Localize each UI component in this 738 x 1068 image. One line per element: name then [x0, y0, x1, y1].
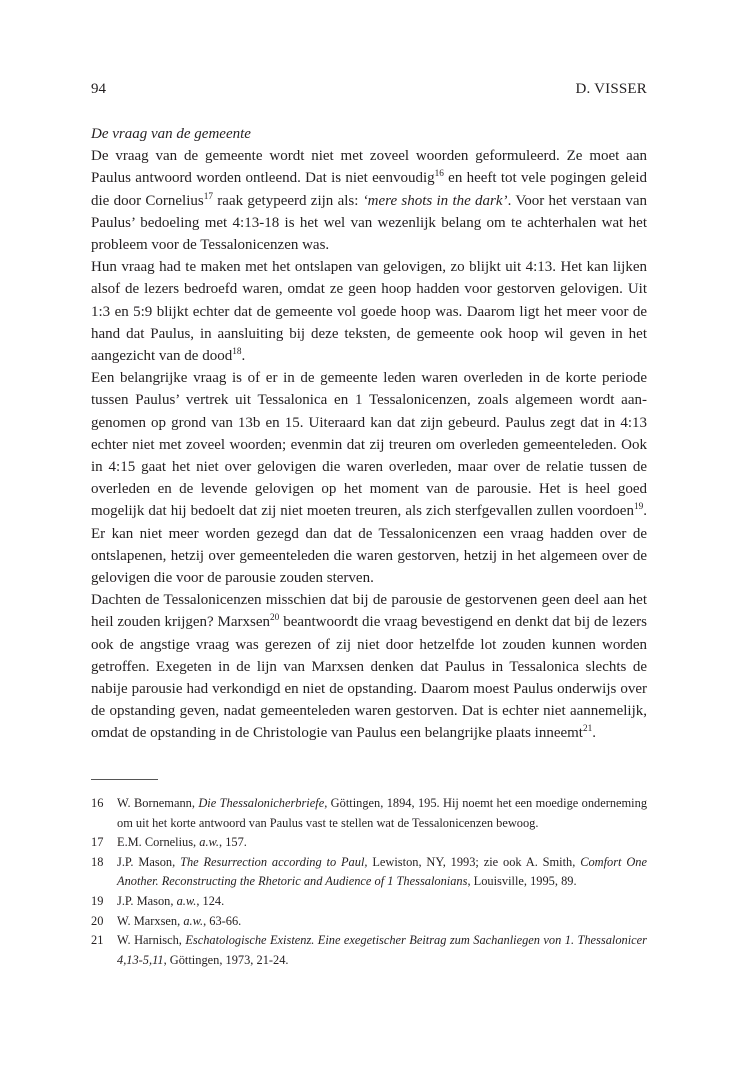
italic-text: ‘mere shots in the dark’ — [362, 192, 508, 209]
footnote-number: 21 — [91, 933, 104, 948]
text-run: beantwoordt die vraag bevestigend en denkt dat bij de lezers ook de angstige vraag was gerezen of zij niet door hetzelfde lot zouden kunnen worden getroffen. Exegeten in de lijn van Marxsen denken dat Paulus in Tessalonica slechts de nabije parousie had verkondigd en niet de opstanding. Daarom moest Paulus onderwijs over de opstanding geven, nadat gemeenteleden waren gestorven. Dat is echter niet aannemelijk, omdat de opstanding in de Christologie van Paulus een belangrijke plaats inneemt — [91, 614, 647, 742]
footnote-marker: 17 — [203, 191, 214, 202]
text-run: De vraag van de gemeente wordt niet met zoveel woorden geformuleerd. Ze moet aan Paulus antwoord worden ontleend. Dat is niet eenvoudig — [91, 148, 647, 187]
text-run: J.P. Mason, — [117, 893, 177, 908]
text-run: , 63-66. — [203, 913, 242, 928]
footnote-marker: 21 — [582, 724, 593, 735]
text-run: raak getypeerd zijn als: — [213, 192, 363, 209]
footnote — [91, 794, 647, 833]
body-paragraph — [91, 589, 647, 744]
text-run: . Er kan niet meer worden gezegd dan dat de Tessalonicenzen een vraag hadden over de ontslapenen, hetzij over gemeenteleden die waren gestorven, hetzij in het algemeen over de gelovigen die voor de parousie zouden sterven. — [91, 503, 647, 587]
text-run: en heeft tot vele pogingen geleid die door Cornelius — [91, 170, 647, 209]
text-run: Een belangrijke vraag is of er in de gemeente leden waren overleden in de korte periode tussen Paulus’ vertrek uit Tessalonica en 1 Tessalonicenzen, zoals algemeen wordt aangenomen op grond van 13b en 15. Uiteraard kan dat zijn gebeurd. Paulus zegt dat in 4:13 echter niet met zoveel woorden; evenmin dat zij treuren om overleden gemeenteleden. Ook in 4:15 gaat het niet over gelovigen die waren overleden, maar over de relatie tussen de overleden en de levende gelovigen op het moment van de parousie. Het is heel goed mogelijk dat hij bedoelt dat zij niet moeten treuren, als zich sterfgevallen zullen voordoen — [91, 370, 647, 520]
footnote — [91, 892, 647, 912]
text-run: . — [241, 348, 246, 365]
footnote — [91, 833, 647, 853]
text-run: J.P. Mason, — [117, 854, 181, 869]
footnote-marker: 20 — [270, 613, 280, 624]
text-run: , 124. — [196, 893, 225, 908]
body-paragraph — [91, 145, 647, 256]
text-run: . Voor het verstaan van Paulus’ bedoeling met 4:13-18 is het wel van wezenlijk belang om te achterhalen wat het probleem voor de Tessalonicenzen was. — [91, 192, 648, 254]
text-run: . — [592, 725, 597, 742]
body-paragraph — [91, 367, 647, 589]
italic-text: The Resurrection according to Paul, — [180, 854, 368, 869]
footnote — [91, 912, 647, 932]
text-run: , Göttingen, 1973, 21-24. — [163, 952, 289, 967]
italic-text: Comfort One Another. Reconstructing the Rhetoric and Audience of 1 Thessalonians — [117, 854, 647, 889]
text-run: W. Marxsen, — [117, 913, 184, 928]
footnote-number: 18 — [91, 854, 104, 869]
main-text — [91, 123, 647, 745]
italic-text: a.w. — [199, 835, 220, 850]
paragraphs-container — [91, 145, 647, 744]
footnote-number: 20 — [91, 913, 104, 928]
footnote — [91, 931, 647, 970]
footnotes — [91, 794, 647, 970]
running-author: D. VISSER — [575, 81, 647, 97]
text-run: , Göttingen, 1894, 195. Hij noemt het een moedige onderneming om uit het korte antwoord van Paulus vast te stellen wat de Tessalonicenzen bewoog. — [117, 796, 648, 830]
italic-text: a.w. — [176, 893, 197, 908]
footnote-marker: 18 — [232, 347, 242, 358]
footnote-separator — [91, 779, 158, 780]
section-heading: De vraag van de gemeente — [91, 126, 251, 142]
text-run: Hun vraag had te maken met het ontslapen van gelovigen, zo blijkt uit 4:13. Het kan lijken alsof de lezers bedroefd waren, omdat ze geen hoop hadden voor gestorven gelovigen. Uit 1:3 en 5:9 blijkt echter dat de gemeente vol goede hoop was. Daarom ligt het meer voor de hand dat Paulus, in aansluiting bij deze teksten, de gemeente ook hoop wil geven in het aangezicht van de dood — [91, 259, 647, 365]
footnote-number: 17 — [91, 835, 104, 850]
footnote-number: 16 — [91, 796, 104, 810]
body-paragraph — [91, 256, 647, 367]
footnote — [91, 853, 647, 892]
footnote-number: 19 — [91, 893, 104, 908]
text-run: W. Harnisch, — [117, 933, 186, 948]
running-header — [91, 78, 647, 100]
italic-text: Die Thessalonicherbriefe — [198, 796, 325, 810]
footnote-marker: 19 — [633, 502, 644, 513]
text-run: , 157. — [219, 835, 247, 850]
page-number: 94 — [91, 81, 106, 97]
italic-text: a.w. — [183, 913, 204, 928]
text-run: Dachten de Tessalonicenzen misschien dat bij de parousie de gestorvenen geen deel aan het heil zouden krijgen? Marxsen — [91, 592, 647, 631]
text-run: E.M. Cornelius, — [117, 835, 200, 850]
text-run: Lewiston, NY, 1993; zie ook A. Smith, — [367, 854, 581, 869]
text-run: , Louisville, 1995, 89. — [467, 874, 577, 889]
text-run: W. Bornemann, — [117, 796, 199, 810]
italic-text: Eschatologische Existenz. Eine exegetischer Beitrag zum Sachanliegen von 1. Thessalonicer 4,13-5,11 — [117, 933, 647, 967]
footnote-marker: 16 — [434, 169, 444, 180]
